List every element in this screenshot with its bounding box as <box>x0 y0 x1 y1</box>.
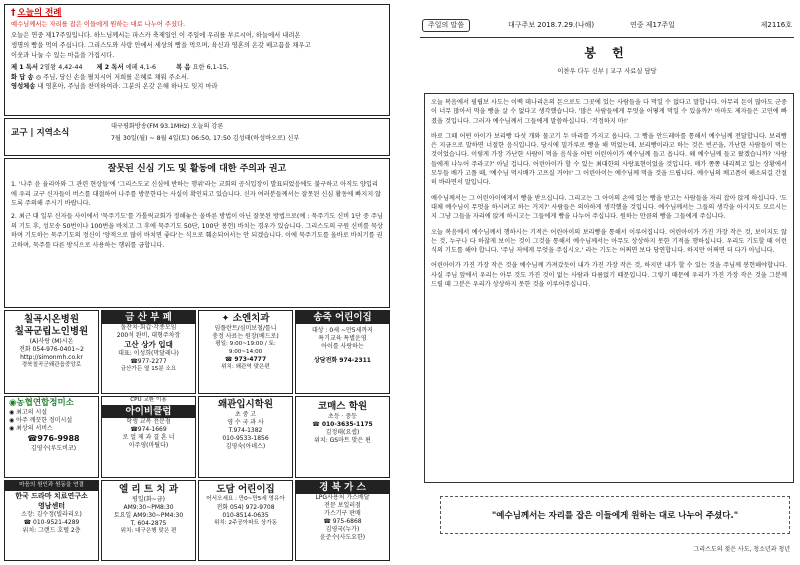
ad-name: 칠곡시온병원 <box>23 314 80 325</box>
ad-line: 위치: GS마트 맞은 편 <box>314 437 371 444</box>
liturgy-title: 오늘의 전례 <box>17 8 62 19</box>
reading2-ref: 에페 4,1-6 <box>125 64 157 72</box>
sermon-body <box>424 93 794 483</box>
ad-line: 토요일 AM9:30~PM4:30 <box>113 512 184 519</box>
ad-line: ◉ 아주 깨끗한 정미시설 <box>9 417 73 424</box>
readings <box>11 63 383 92</box>
reading1-ref: 2열왕 4,42-44 <box>40 64 83 72</box>
ad-line: 대표: 이성희(막달레나) <box>118 350 179 357</box>
ad-line: T. 604-2875 <box>130 520 167 527</box>
sermon-paragraph: 오늘 복음에서 예수님께서 행하시는 기적은 어린아이의 보리빵을 통해서 이루어집니다. 어린아이가 가진 가장 작은 것, 보이지도 않는 것, 누구나 다 하찮게 보이는 것이 그것을 통해서 예수님께서는 아무도 상상하지 못한 기적을 행하십니다. 우리도 기도할 때 이런 식의 기도를 해야 합니다. '주님 저에게 무엇을 주십시오.' 라는 기도는 어쩌면 보다 당연합니다. 하지만 어쩌면 더 다가 아닙니다. <box>431 228 787 255</box>
psalm-text: ◎ 주님, 당신 손을 펼치시어 저희를 은혜로 채워 주소서. <box>35 73 189 81</box>
ad-tagline: 마음의 원인과 원동을 연결 <box>5 481 98 491</box>
ad-line: 충정 사료는 원장(베드로) <box>212 333 279 340</box>
ad-name: 엘 리 트 치 과 <box>118 484 179 495</box>
ad-line: 초 중 고 <box>234 411 257 418</box>
ad-line: 김영수(루도비코) <box>30 445 77 452</box>
ad-line: 돌잔치·회갑·각종모임 <box>120 324 177 331</box>
left-page <box>4 4 390 561</box>
ad-line: 전문 보일러점 <box>324 502 361 509</box>
liturgy-header <box>11 8 383 19</box>
ad-waegwan-academy <box>198 396 293 478</box>
communion-text: 내 영혼아, 주님을 찬미하여라. 그분의 온갖 은혜 하나도 잊지 마라 <box>37 83 218 91</box>
ad-line: http://simonmh.co.kr <box>20 354 83 361</box>
news-line-1: 대구평화방송(FM 93.1MHz) 오늘의 강론 <box>111 123 224 130</box>
ad-songjuk-kindergarten <box>295 310 390 394</box>
ad-line: 대상 : 0세 ~만5세까지 <box>312 327 373 334</box>
sunday-label: 연중 제17주일 <box>630 21 675 29</box>
ad-line: 김영숙(아녜스) <box>225 443 266 450</box>
ad-line: ◉ 최고의 시설 <box>9 409 48 416</box>
ad-name: 코매스 학원 <box>317 401 368 412</box>
issue-date: 대구주보 2018.7.29.(나해) <box>508 21 595 29</box>
ad-line: 위치: 왜관역 맞은편 <box>221 364 270 370</box>
ad-name: 송죽 어린이집 <box>296 311 389 324</box>
readings-row <box>11 63 383 73</box>
sermon-paragraph: 어린아이가 가진 가장 작은 것을 예수님께 가져갔듯이 내가 가진 가장 작은 것, 하지만 내가 할 수 있는 것을 주님께 봉헌해야합니다. 사실 주님 앞에서 우리는 아무 것도 가진 것이 없는 사람과 다름없기 때문입니다. 그렇기 때문에 우리가 가진 가장 작은 것을 그분께 드릴 때 그분은 우리가 상상하지 못한 것을 이루어주십니다. <box>431 262 787 289</box>
section-badge: 주일의 말씀 <box>422 19 470 32</box>
ad-line: 영 수 국 과 사 <box>227 419 264 426</box>
ad-line: 상담전화 974-2311 <box>314 357 371 364</box>
ad-line: ☎ 010-3635-1175 <box>312 421 373 428</box>
ad-line: 200석 완비, 대형주차장 <box>116 332 181 339</box>
liturgy-intro-1: 오늘은 연중 제17주일입니다. 하느님께서는 파스카 축제일인 이 주일에 우리를 부르시어, 하늘에서 내려온 <box>11 31 301 39</box>
ad-line: 윤준수(사도요한) <box>319 534 366 541</box>
ad-line: (A)사랑 (M)시온 <box>29 338 74 345</box>
ad-line: ☎ 975-6868 <box>323 518 362 525</box>
ad-nonghyup-mill <box>4 396 99 478</box>
liturgy-intro-3: 이웃과 나눌 수 있는 마음을 가집시다. <box>11 52 115 60</box>
ad-line: 김영국(누가) <box>325 526 360 533</box>
ad-line: 평일(화~금) <box>132 496 165 503</box>
ad-line: ☎ 010-9521-4289 <box>23 518 80 526</box>
ad-line: 아이를 사랑하는 <box>321 343 364 350</box>
liturgy-intro-2: 생명의 빵을 먹여 주십니다. 그리스도와 사랑 안에서 세상의 빵을 먹으며, 육신과 영혼의 온갖 배고픔을 채우고 <box>11 41 311 49</box>
ad-line: 어서오세요 : 만0~만5세 영유아 <box>206 496 285 502</box>
issue-number: 제2116호 <box>760 21 792 29</box>
ad-line: 금산가든 옆 15분 소요 <box>120 366 177 372</box>
ad-line: T.974-1382 <box>228 427 263 434</box>
psalm-row <box>11 73 383 83</box>
liturgy-intro-red: 예수님께서는 자리를 잡은 이들에게 원하는 대로 나누어 주셨다. <box>11 21 186 29</box>
ad-line: 경북칠곡군왜관읍중앙로 <box>21 362 82 368</box>
ad-line: 특기교육 특별운영 <box>318 335 367 342</box>
sermon-byline: 이찬우 다두 신부 | 교구 사료실 담당 <box>557 68 657 75</box>
ad-name: ◉농협연합정미소 <box>9 398 74 408</box>
ad-sion-hospital <box>4 310 99 394</box>
caution-paragraph-1: 1. '나주 윤 율리아와 그 관련 현상들'에 '그리스도교 신심에 반하는 행위'라는 교회의 공식입장이 발표되었음에도 불구하고 아직도 양입리에 우리 교구 신자들이 버스를 대절하여 나주를 방문한다는 사실이 확인되고 있습니다. 신자 여러분들께서는 잘못된 신심 활동에 빠지지 않도록 주의해 주시기 바랍니다. <box>11 181 382 208</box>
sermon-paragraph: 바로 그때 어떤 아이가 보리빵 다섯 개와 물고기 두 마리를 가지고 옵니다. 그 빵을 안드레아를 통해서 예수님께 전달합니다. 보리빵은 지금으로 말하면 너절한 음식입니다. 당시에 밀가루로 빵을 해 먹었는데, 보리빵이라고 하는 것은 빈곤을, 가난한 사람들이 먹는 것이었습니다. 이렇게 가장 가난한 사람이 먹을 음식을 어떤 어린아이가 예수님께 들고 옵니다. 왜 예수님께 들고 왔겠습니까? '사람들에게 나누어 주라고?' 아닐 겁니다. 어린아이가 할 수 있는 최대한의 사랑표현이었을 것입니다. 매가 쫑쫑 내리쬐고 있는 상황에서 모두들 배가 고플 때, '예수님 먹시배가 고프실 거야!' 그 어린아이는 예수님께 먹을 것을 드립니다. 예수님의 배고픔이 해소되길 간절히 바라면서 말입니다. <box>431 132 787 187</box>
gospel-quote: "예수님께서는 자리를 잡은 이들에게 원하는 대로 나누어 주셨다." <box>440 496 790 534</box>
caution-paragraph-2: 2. 최근 대 일부 신자들 사이에서 '묵주기도'를 가톨릭교회가 정해놓은 올바른 방법이 아닌 잘못된 방법으로(예 : 묵주기도 신비 1단 중 주님의 기도 후, 성모송 50번이나 100번을 바치고 그 후에 묵주기도 50단, 100단 봉헌) 바치는 경우가 있습니다. 그리스도의 구원 신비를 묵상하며 기도하는 묵주기도의 정신이 '양적으로 많이 바치면 좋다'는 식으로 훼손되어서는 안 되겠습니다. 이에 묵주기도를 올바로 바치기를 권고하며, 묵주를 다른 방식으로 사용하는 행위를 금합니다. <box>11 213 383 249</box>
ad-line: 전화 054) 972-9708 <box>216 503 275 511</box>
ads-grid <box>4 310 390 561</box>
ad-line: 010-9533-1856 <box>222 435 269 442</box>
sermon-title: 봉 헌 <box>584 46 630 60</box>
ad-line: 위치: 그랜드 호텔 2층 <box>22 526 81 534</box>
ad-gyeongbuk-gas <box>295 480 390 561</box>
ad-line: 위치: 2주공아파트 상가동 <box>213 519 278 526</box>
ad-line: LPG사용처 가스배달 <box>315 494 370 501</box>
bulletin-header <box>420 16 794 38</box>
ad-line: ☎976-9988 <box>27 434 80 443</box>
ad-line: 위치: 대구은행 맞은 편 <box>120 528 177 534</box>
ad-line: 초등 · 중등 <box>328 413 357 420</box>
ad-line: 가스기구 판매 <box>324 510 361 517</box>
ad-comas-academy <box>295 396 390 478</box>
caution-title: 잘못된 신심 기도 및 활동에 대한 주의과 권고 <box>107 164 287 174</box>
ad-name: ✦ 소엔치과 <box>221 313 270 324</box>
news-title: 교구 | 지역소식 <box>11 128 70 138</box>
ad-dodam-kindergarten <box>198 480 293 561</box>
ad-drama-therapy <box>4 480 99 561</box>
ad-line: ◉ 최상의 서비스 <box>9 425 53 432</box>
ad-line: 010-8514-0635 <box>222 511 269 519</box>
ad-soen-dental <box>198 310 293 394</box>
todays-liturgy-box <box>4 4 390 116</box>
ad-line: 로 얼 제 과 결 혼 너 <box>122 433 175 441</box>
ad-line: ☎977-2277 <box>130 358 167 365</box>
right-page <box>420 16 794 561</box>
ad-name: 경 북 가 스 <box>296 481 389 494</box>
ad-name: 아이비클럽 <box>102 405 195 418</box>
cross-icon: † <box>11 8 16 18</box>
reading2-label: 제 2 독서 <box>96 64 124 72</box>
news-line-2: 7월 30일(월) ~ 8월 4일(토) 06:50, 17:50 김성태(하성바오로) 신부 <box>111 135 300 142</box>
ad-line: 전화 054-976-0401~2 <box>19 346 84 353</box>
ad-name-2: 칠곡군립노인병원 <box>14 326 89 337</box>
sermon-paragraph: 예수님께서는 그 어린아이에게서 빵을 받으십니다. 그리고는 그 아이의 손에 있는 빵을 받고는 사람들을 자리 잡아 앉게 하십니다. '도대체 예수님이 무엇을 하시려고 하는 거지?' 사람들은 의아하게 생각했을 것입니다. 예수님께서는 그들의 생각을 아시지도 모르시는지 그냥 그들을 자리에 앉게 하시고는 그들에게 빵을 나누어 주십니다. 원하는 만큼의 빵을 그들에게 주십니다. <box>431 194 787 221</box>
caution-box <box>4 158 390 308</box>
ad-line: ☎974-1669 <box>130 425 167 433</box>
ad-line: 임플란트/심미보철/틀니 <box>214 325 277 332</box>
ad-line: 고산 상가 입대 <box>124 340 173 349</box>
diocese-news-box <box>4 118 390 156</box>
ad-name: 왜관입시학원 <box>217 399 274 410</box>
ad-line: 소장: 김수정(빌라리오) <box>21 510 82 518</box>
ad-name: 한국 드라마 치료연구소 <box>15 491 88 500</box>
ad-line: CPU 교환 이용 <box>130 397 167 403</box>
ad-line: 평일: 9:00~19:00 / 토: 9:00~14:00 <box>215 341 276 355</box>
communion-row <box>11 82 383 92</box>
image-caption: 그리스도의 젖은 사도, 청소년과 청년 <box>693 546 790 553</box>
ad-geumsan-buffet <box>101 310 196 394</box>
gospel-label: 복 음 <box>176 64 191 72</box>
ad-line: AM9:30~PM8:30 <box>123 504 174 511</box>
ad-line: 김정태(요셉) <box>325 429 360 436</box>
ad-ivy-club <box>101 396 196 478</box>
sermon-paragraph: 오늘 복음에서 필립보 사도는 이백 데나리온의 돈으로도 그곳에 있는 사람들을 다 먹일 수 없다고 말합니다. 아무리 돈이 많아도 군중이 너무 많아서 먹을 빵을 살 수 없다고 생각했습니다. '많은 사람들에게 무엇을 어떻게 먹일 수 있을까?' 아마도 제자들은 고민에 빠졌을 것입니다. 그러자 예수님께서 그들에게 말씀하십니다. '걱정하지 마!' <box>431 99 787 125</box>
ad-name-2: 영남센터 <box>37 501 66 510</box>
ad-line: 이주영(마틸다) <box>128 441 169 449</box>
ad-line: ☎ 973-4777 <box>224 356 267 363</box>
ad-name: 도담 어린이집 <box>216 484 275 495</box>
psalm-label: 화 답 송 <box>11 73 34 81</box>
ad-line: 학생 교복 전문점 <box>126 417 171 425</box>
ad-name: 금 산 부 페 <box>102 311 195 324</box>
gospel-ref: 요한 6,1-15, <box>192 64 229 72</box>
communion-label: 영성체송 <box>11 83 36 91</box>
reading1-label: 제 1 독서 <box>11 64 39 72</box>
ad-elite-dental <box>101 480 196 561</box>
